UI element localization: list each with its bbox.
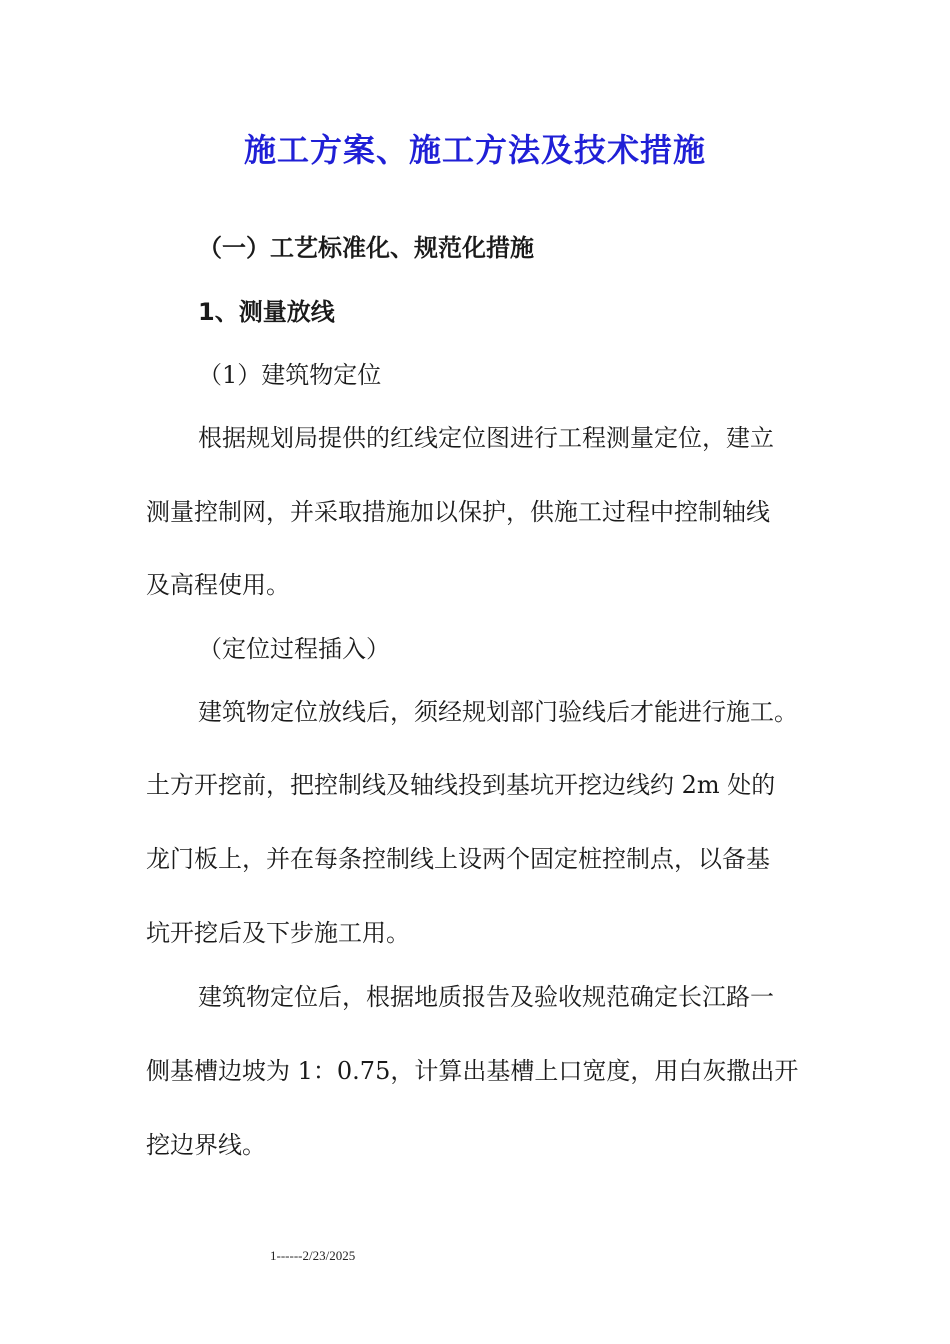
insert-note: （定位过程插入） [198, 635, 390, 663]
paragraph2-line3: 龙门板上，并在每条控制线上设两个固定桩控制点，以备基 [146, 845, 770, 873]
item-heading: （1）建筑物定位 [198, 361, 382, 389]
page-footer: 1------2/23/2025 [270, 1248, 356, 1263]
section-heading: （一）工艺标准化、规范化措施 [198, 234, 534, 262]
paragraph2-line1: 建筑物定位放线后，须经规划部门验线后才能进行施工。 [198, 698, 798, 726]
paragraph1-line2: 测量控制网，并采取措施加以保护，供施工过程中控制轴线 [146, 498, 770, 526]
paragraph3-line1: 建筑物定位后，根据地质报告及验收规范确定长江路一 [198, 983, 774, 1011]
paragraph1-line3: 及高程使用。 [146, 571, 290, 599]
document-title: 施工方案、施工方法及技术措施 [243, 131, 706, 169]
paragraph3-line3: 挖边界线。 [146, 1131, 266, 1159]
paragraph3-line2: 侧基槽边坡为 1：0.75，计算出基槽上口宽度，用白灰撒出开 [146, 1057, 799, 1085]
paragraph1-line1: 根据规划局提供的红线定位图进行工程测量定位，建立 [198, 424, 774, 452]
paragraph2-line4: 坑开挖后及下步施工用。 [146, 919, 410, 947]
paragraph2-line2: 土方开挖前，把控制线及轴线投到基坑开挖边线约 2m 处的 [146, 771, 776, 799]
subsection-heading: 1、测量放线 [198, 298, 335, 326]
